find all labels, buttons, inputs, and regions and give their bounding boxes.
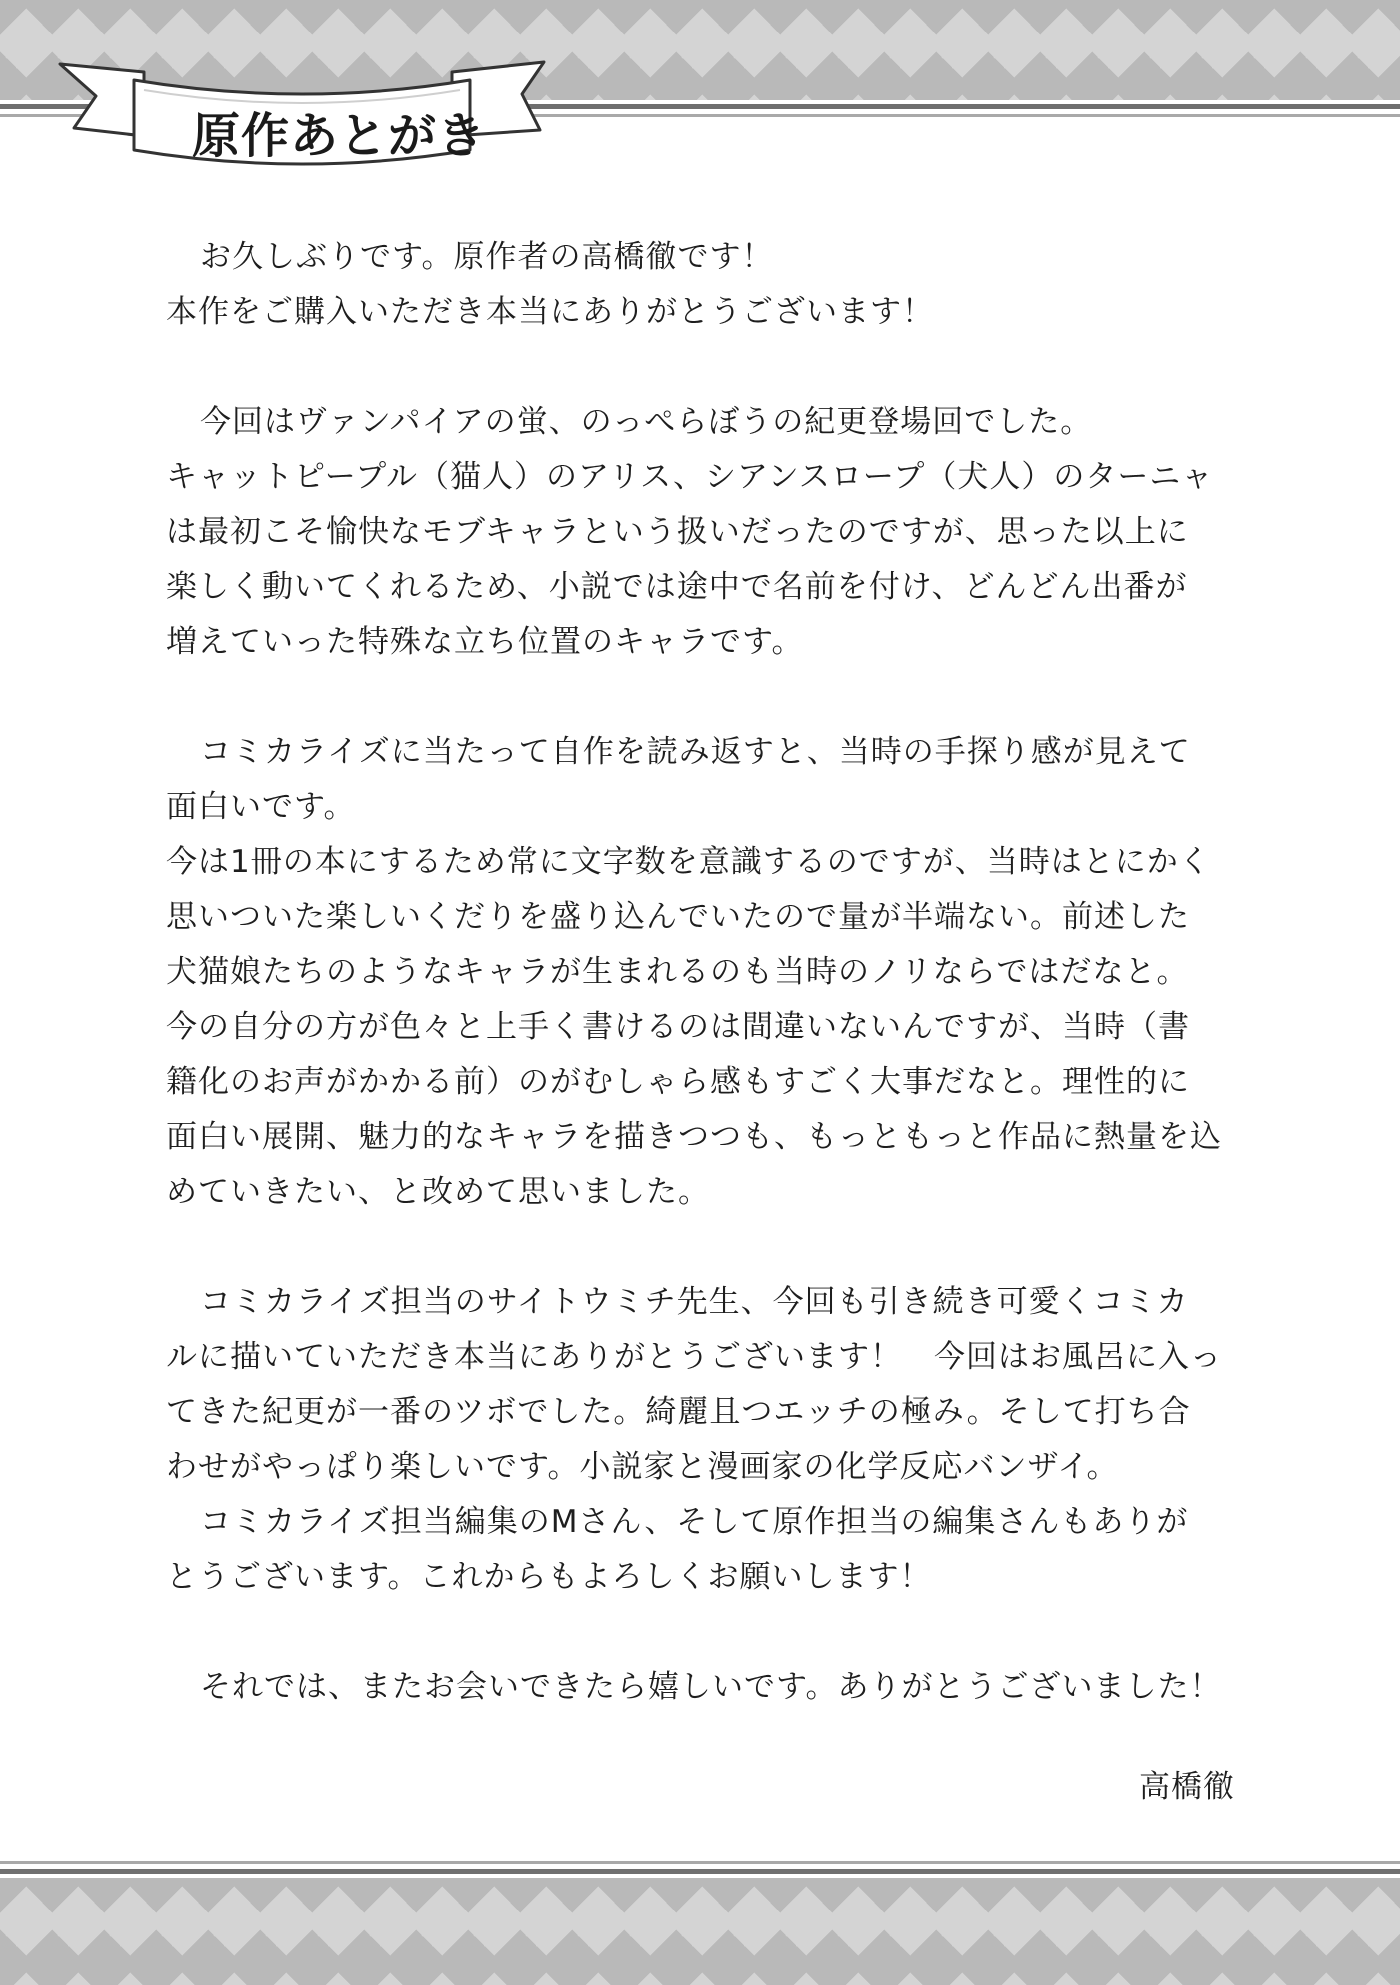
text-line: 楽しく動いてくれるため、小説では途中で名前を付け、どんどん出番が xyxy=(166,569,1188,605)
text-line: お久しぶりです。原作者の高橋徹です！ xyxy=(200,239,774,275)
bottom-pattern-band xyxy=(0,1878,1400,1985)
text-line: 思いついた楽しいくだりを盛り込んでいたので量が半端ない。前述した xyxy=(166,899,1190,935)
text-line: 本作をご購入いただき本当にありがとうございます！ xyxy=(166,294,934,330)
page-title: 原作あとがき xyxy=(192,108,487,164)
text-line: 面白い展開、魅力的なキャラを描きつつも、もっともっと作品に熱量を込 xyxy=(166,1119,1222,1155)
paragraph-thanks xyxy=(166,1275,1256,1605)
text-line: コミカライズに当たって自作を読み返すと、当時の手探り感が見えて xyxy=(200,734,1191,770)
text-line: コミカライズ担当編集のMさん、そして原作担当の編集さんもありが xyxy=(200,1504,1189,1540)
paragraph-rereading xyxy=(166,725,1256,1220)
paragraph-closing xyxy=(166,1660,1256,1715)
title-ribbon xyxy=(52,50,552,180)
text-line: 犬猫娘たちのようなキャラが生まれるのも当時のノリならではだなと。 xyxy=(166,954,1189,990)
paragraph-greeting xyxy=(166,230,1256,340)
bottom-stripe-rule xyxy=(0,1852,1400,1878)
text-line: キャットピープル（猫人）のアリス、シアンスロープ（犬人）のターニャ xyxy=(166,459,1214,495)
text-line: てきた紀更が一番のツボでした。綺麗且つエッチの極み。そして打ち合 xyxy=(166,1394,1191,1430)
text-line: 今の自分の方が色々と上手く書けるのは間違いないんですが、当時（書 xyxy=(166,1009,1190,1045)
text-line: 今回はヴァンパイアの蛍、のっぺらぼうの紀更登場回でした。 xyxy=(200,404,1093,440)
text-line: 今は1冊の本にするため常に文字数を意識するのですが、当時はとにかく xyxy=(166,844,1211,880)
text-line: ルに描いていただき本当にありがとうございます！ 今回はお風呂に入っ xyxy=(166,1339,1222,1375)
text-line: わせがやっぱり楽しいです。小説家と漫画家の化学反応バンザイ。 xyxy=(166,1449,1119,1485)
text-line: とうございます。これからもよろしくお願いします！ xyxy=(166,1559,932,1595)
author-signature: 高橋徹 xyxy=(1139,1769,1235,1805)
text-line: めていきたい、と改めて思いました。 xyxy=(166,1174,710,1210)
text-line: コミカライズ担当のサイトウミチ先生、今回も引き続き可愛くコミカ xyxy=(200,1284,1189,1320)
text-line: 面白いです。 xyxy=(166,789,356,825)
afterword-body xyxy=(166,230,1256,1770)
text-line: は最初こそ愉快なモブキャラという扱いだったのですが、思った以上に xyxy=(166,514,1189,550)
text-line: それでは、またお会いできたら嬉しいです。ありがとうございました！ xyxy=(200,1669,1222,1705)
paragraph-characters xyxy=(166,395,1256,670)
text-line: 増えていった特殊な立ち位置のキャラです。 xyxy=(166,624,804,660)
text-line: 籍化のお声がかかる前）のがむしゃら感もすごく大事だなと。理性的に xyxy=(166,1064,1190,1100)
